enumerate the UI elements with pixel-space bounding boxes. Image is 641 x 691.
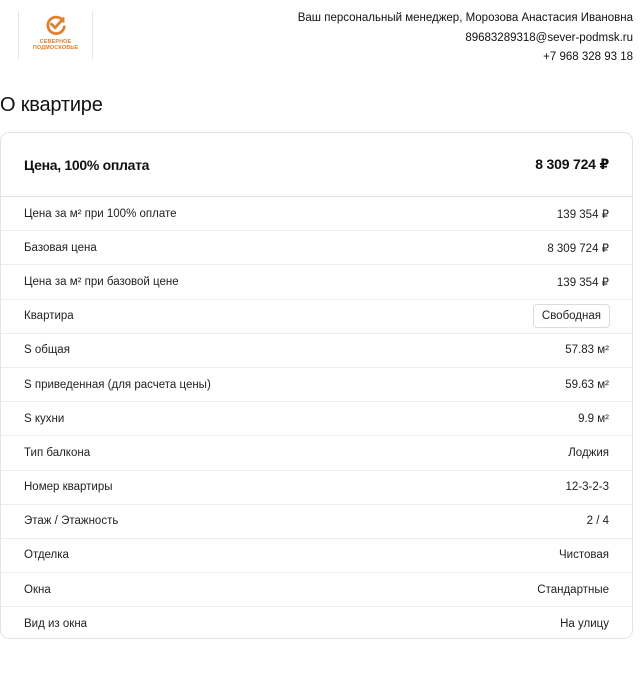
detail-row-total-area xyxy=(1,334,632,368)
manager-phone-link[interactable]: +7 968 328 93 18 xyxy=(543,51,633,63)
detail-label: Квартира xyxy=(24,310,74,323)
detail-value: Стандартные xyxy=(537,583,609,596)
detail-label: Номер квартиры xyxy=(24,481,113,494)
manager-contact-block xyxy=(298,9,633,68)
logo-line-2: ПОДМОСКОВЬЕ xyxy=(32,45,79,51)
detail-value: 2 / 4 xyxy=(586,515,609,528)
detail-value: 8 309 724 ₽ xyxy=(547,242,609,255)
detail-label: S общая xyxy=(24,344,70,357)
detail-value: На улицу xyxy=(560,618,609,631)
logo-text xyxy=(33,39,78,51)
detail-row-reduced-area xyxy=(1,368,632,402)
detail-label: Цена за м² при 100% оплате xyxy=(24,207,177,220)
detail-value: 139 354 ₽ xyxy=(556,276,609,289)
checkmark-circle-logo-icon xyxy=(45,14,67,36)
detail-value: 9.9 м² xyxy=(578,412,609,425)
detail-label: S приведенная (для расчета цены) xyxy=(24,378,211,391)
detail-value: 59.63 м² xyxy=(565,378,609,391)
price-header-row xyxy=(1,133,632,197)
detail-value: 57.83 м² xyxy=(565,344,609,357)
detail-row-apartment-status xyxy=(1,300,632,334)
detail-row-price-per-m2-full xyxy=(1,197,632,231)
status-badge: Свободная xyxy=(533,304,610,328)
detail-value: 139 354 ₽ xyxy=(556,208,609,221)
detail-value: Лоджия xyxy=(568,446,609,459)
detail-row-floor xyxy=(1,505,632,539)
detail-row-balcony-type xyxy=(1,436,632,470)
detail-label: Тип балкона xyxy=(24,446,91,459)
detail-label: Цена за м² при базовой цене xyxy=(24,275,179,288)
detail-row-base-price xyxy=(1,231,632,265)
detail-label: Базовая цена xyxy=(24,241,97,254)
page-title: О квартире xyxy=(0,94,103,116)
logo-line-1: СЕВЕРНОЕ xyxy=(39,39,72,45)
detail-value: 12-3-2-3 xyxy=(565,481,609,494)
detail-value: Чистовая xyxy=(559,549,609,562)
price-value: 8 309 724 ₽ xyxy=(535,156,609,172)
detail-label: Вид из окна xyxy=(24,618,88,631)
detail-row-price-per-m2-base xyxy=(1,265,632,299)
detail-label: Окна xyxy=(24,583,51,596)
apartment-details-card xyxy=(0,132,633,639)
manager-email-link[interactable]: 89683289318@sever-podmsk.ru xyxy=(465,31,633,44)
company-logo[interactable] xyxy=(18,11,93,60)
detail-row-window-view xyxy=(1,607,632,641)
price-label: Цена, 100% оплата xyxy=(24,156,150,173)
detail-row-apartment-number xyxy=(1,471,632,505)
detail-row-windows xyxy=(1,573,632,607)
detail-label: Этаж / Этажность xyxy=(24,515,119,528)
detail-row-finishing xyxy=(1,539,632,573)
detail-row-kitchen-area xyxy=(1,402,632,436)
manager-title: Ваш персональный менеджер, Морозова Анастасия Ивановна xyxy=(297,12,633,24)
detail-label: S кухни xyxy=(24,412,65,425)
detail-label: Отделка xyxy=(24,549,69,562)
